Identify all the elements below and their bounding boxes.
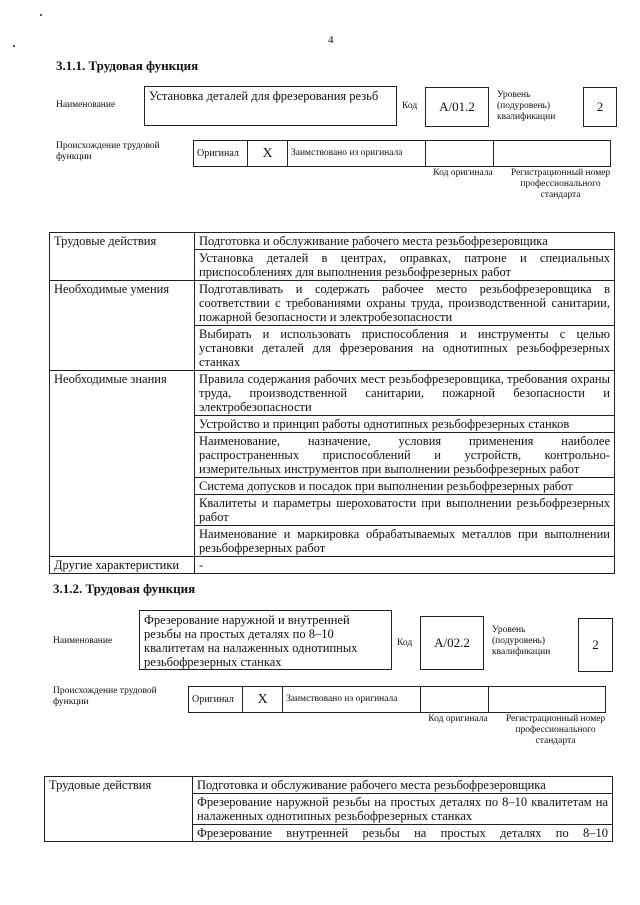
code-original-caption: Код оригинала (433, 168, 493, 178)
row-label-required-skills: Необходимые умения (50, 281, 195, 371)
origin-label: Происхождение трудовой функции (53, 686, 157, 707)
table-row (50, 281, 615, 326)
table-row (45, 777, 613, 794)
row-label-other-characteristics: Другие характеристики (50, 557, 195, 574)
qualification-level-box: 2 (583, 87, 617, 127)
table-cell: Наименование, назначение, условия применения наиболее распространенных приспособлений и устройств, контрольно-измерительных инструментов при выполнении резьбофрезерных работ (195, 433, 615, 478)
name-label: Наименование (56, 100, 116, 110)
origin-label: Происхождение трудовой функции (56, 141, 160, 162)
table-row (50, 557, 615, 574)
original-code-cell (421, 687, 489, 713)
function-details-table (49, 232, 615, 574)
borrowed-label: Заимствовано из оригинала (288, 141, 426, 167)
code-label: Код (402, 101, 418, 111)
table-cell: Подготавливать и содержать рабочее место резьбофрезеровщика в соответствии с требованиями охраны труда, производственной санитарии, пожарной безопасности и электробезопасности (195, 281, 615, 326)
scan-speck (40, 14, 42, 16)
level-label: Уровень (подуровень) квалификации (492, 625, 551, 657)
registration-number-cell (494, 141, 611, 167)
table-cell: Фрезерование внутренней резьбы на простых деталях по 8–10 (193, 825, 613, 842)
origin-table (188, 686, 606, 713)
table-cell: Наименование и маркировка обрабатываемых металлов при выполнении резьбофрезерных работ (195, 526, 615, 557)
original-mark: X (248, 141, 288, 167)
table-cell: Квалитеты и параметры шероховатости при выполнении резьбофрезерных работ (195, 495, 615, 526)
row-label-required-knowledge: Необходимые знания (50, 371, 195, 557)
table-cell: Подготовка и обслуживание рабочего места резьбофрезеровщика (193, 777, 613, 794)
page-number: 4 (328, 34, 334, 46)
table-row (50, 233, 615, 250)
original-label: Оригинал (189, 687, 243, 713)
registration-number-caption: Регистрационный номер профессионального стандарта (510, 168, 611, 200)
name-label: Наименование (53, 636, 113, 646)
table-row (50, 371, 615, 416)
table-cell: Фрезерование наружной резьбы на простых деталях по 8–10 квалитетам на налаженных однотипных резьбофрезерных станках (193, 794, 613, 825)
function-details-table (44, 776, 613, 842)
registration-number-cell (489, 687, 606, 713)
original-mark: X (243, 687, 283, 713)
code-label: Код (397, 638, 413, 648)
original-label: Оригинал (194, 141, 248, 167)
section-heading: 3.1.2. Трудовая функция (53, 581, 196, 596)
table-cell: Правила содержания рабочих мест резьбофрезеровщика, требования охраны труда, производственной санитарии, пожарной безопасности и электробезопасности (195, 371, 615, 416)
function-code-box: A/01.2 (425, 87, 489, 127)
row-label-labor-actions: Трудовые действия (50, 233, 195, 281)
row-label-labor-actions: Трудовые действия (45, 777, 193, 842)
function-name-box: Фрезерование наружной и внутренней резьбы на простых деталях по 8–10 квалитетам на налаженных однотипных резьбофрезерных станках (139, 610, 392, 670)
table-cell: Подготовка и обслуживание рабочего места резьбофрезеровщика (195, 233, 615, 250)
section-heading: 3.1.1. Трудовая функция (56, 58, 199, 73)
table-cell: Система допусков и посадок при выполнении резьбофрезерных работ (195, 478, 615, 495)
level-label: Уровень (подуровень) квалификации (497, 90, 556, 122)
table-cell: Устройство и принцип работы однотипных резьбофрезерных станков (195, 416, 615, 433)
function-code-box: A/02.2 (420, 616, 484, 670)
qualification-level-box: 2 (578, 618, 613, 672)
registration-number-caption: Регистрационный номер профессионального стандарта (505, 714, 606, 746)
table-cell: Установка деталей в центрах, оправках, патроне и специальных приспособлениях для выполнения резьбофрезерных работ (195, 250, 615, 281)
table-cell: - (195, 557, 615, 574)
borrowed-label: Заимствовано из оригинала (283, 687, 421, 713)
function-name-box: Установка деталей для фрезерования резьб (144, 86, 397, 126)
original-code-cell (426, 141, 494, 167)
table-cell: Выбирать и использовать приспособления и инструменты с целью установки деталей для фрезерования на однотипных резьбофрезерных станках (195, 326, 615, 371)
origin-table (193, 140, 611, 167)
scan-speck (13, 45, 15, 47)
code-original-caption: Код оригинала (428, 714, 488, 724)
